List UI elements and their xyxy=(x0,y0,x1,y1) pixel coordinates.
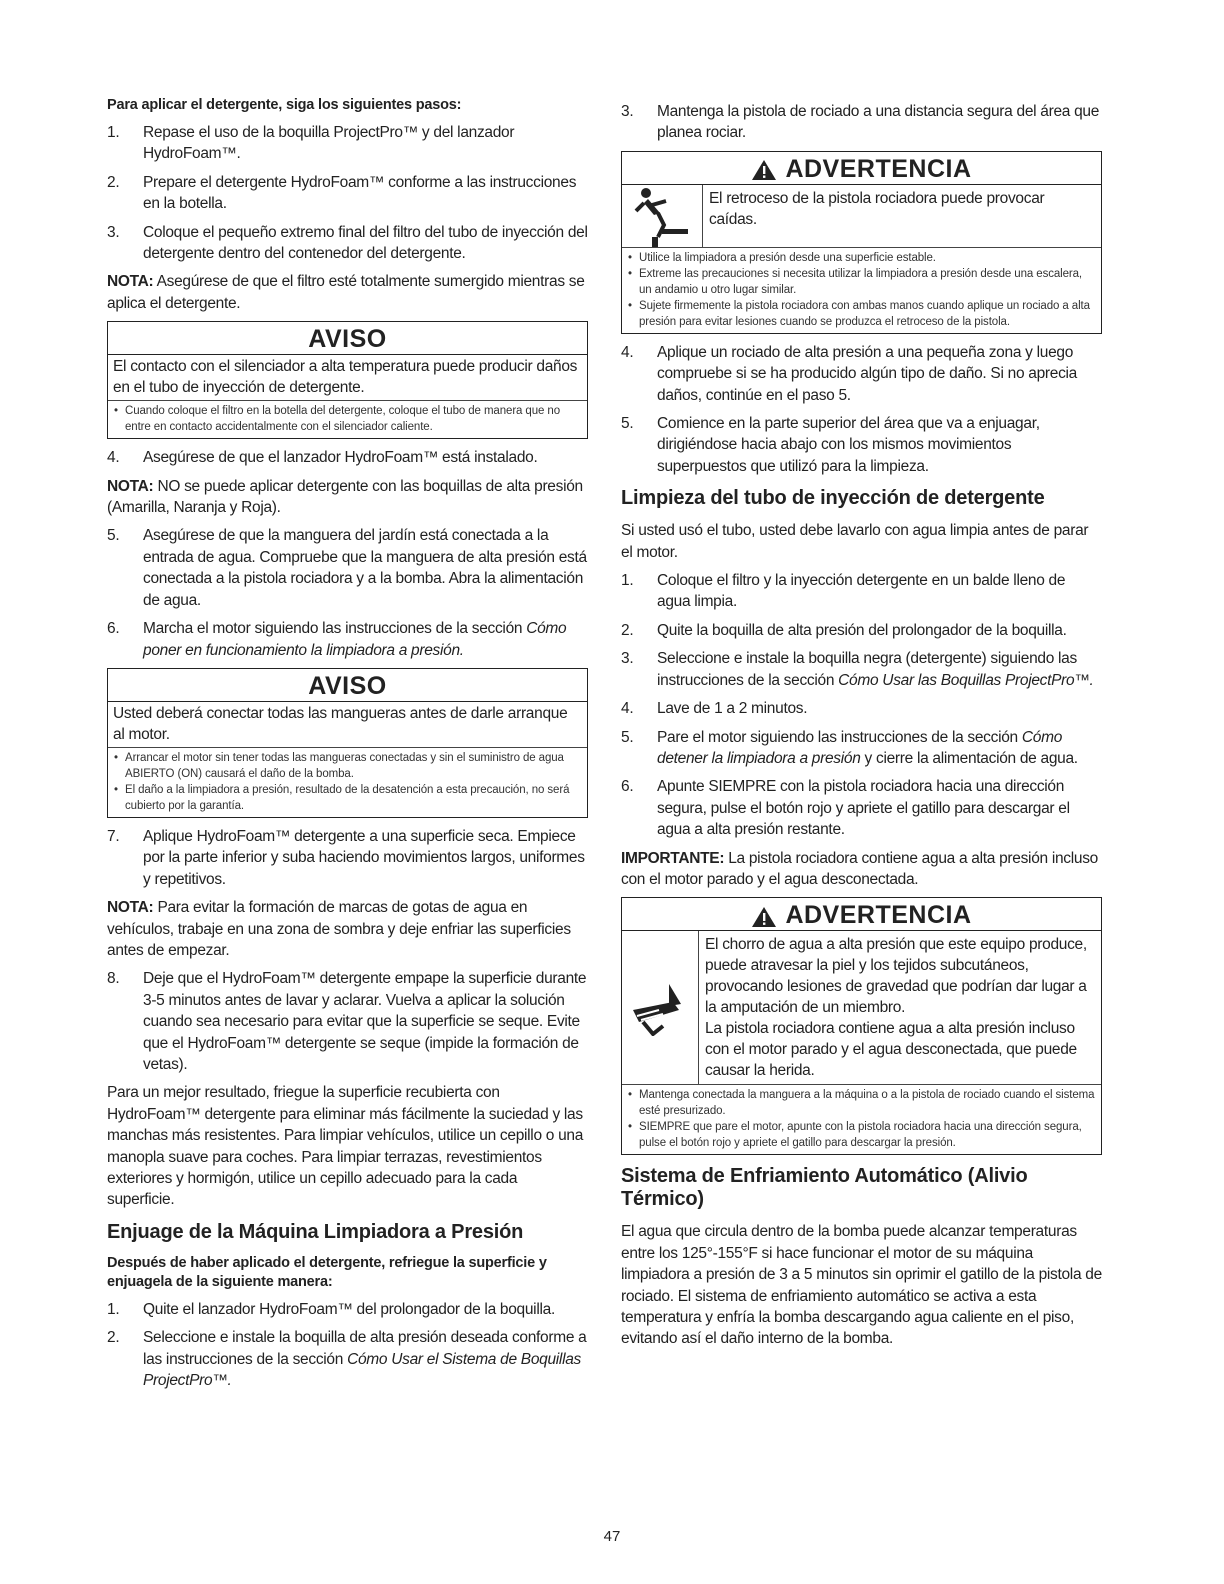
list-item: 2. Quite la boquilla de alta presión del prolongador de la boquilla. xyxy=(621,621,1067,639)
list-item: 4. Lave de 1 a 2 minutos. xyxy=(621,700,808,718)
advertencia-box-injection xyxy=(621,897,1102,1155)
list-item: 3. Mantenga la pistola de rociado a una distancia segura del área que planea rociar. xyxy=(621,103,1100,142)
list-item: 2. Seleccione e instale la boquilla de alta presión deseada conforme a las instrucciones de la sección Cómo Usar el Sistema de Boquillas ProjectPro™. xyxy=(107,1329,587,1390)
list-item: • SIEMPRE que pare el motor, apunte con la pistola rociadora hacia una dirección segura, pulse el botón rojo y apriete el gatillo para descargar la presión. xyxy=(627,1119,1096,1151)
fall-hazard-icon xyxy=(632,185,692,247)
list-item: • Extreme las precauciones si necesita utilizar la limpiadora a presión desde una escalera, un andamio u otro lugar similar. xyxy=(627,266,1096,298)
list-item: 6. Apunte SIEMPRE con la pistola rociadora hacia una dirección segura, pulse el botón rojo y apriete el gatillo para descargar el agua a alta presión restante. xyxy=(621,778,1070,839)
advertencia-box-recoil xyxy=(621,151,1102,334)
list-item: • El daño a la limpiadora a presión, resultado de la desatención a esta precaución, no será cubierto por la garantía. xyxy=(113,782,582,814)
list-item: 4. Aplique un rociado de alta presión a una pequeña zona y luego compruebe si se ha producido algún tipo de daño. Si no aprecia daños, continúe en el paso 5. xyxy=(621,343,1078,404)
clean-tube-intro: Si usted usó el tubo, usted debe lavarlo con agua limpia antes de parar el motor. xyxy=(621,522,1089,561)
list-item: 5. Comience en la parte superior del área que va a enjuagar, dirigiéndose hacia abajo con los mismos movimientos superpuestos que utilizó para la limpieza. xyxy=(621,415,1040,475)
list-item: 5. Pare el motor siguiendo las instrucciones de la sección Cómo detener la limpiadora a presión y cierre la alimentación de agua. xyxy=(621,728,1078,767)
warning-triangle-icon xyxy=(751,906,777,928)
warning-triangle-icon xyxy=(751,159,777,181)
advertencia-bullets xyxy=(622,248,1101,333)
list-item: 6. Marcha el motor siguiendo las instrucciones de la sección Cómo poner en funcionamiento la limpiadora a presión. xyxy=(107,620,567,659)
aviso-title: AVISO xyxy=(108,669,587,702)
best-results-paragraph: Para un mejor resultado, friegue la superficie recubierta con HydroFoam™ detergente para eliminar más fácilmente la suciedad y las manchas más resistentes. Para limpiar vehículos, utilice un cepillo o una manopla suave para coches. Para limpiar terrazas, revestimientos exteriores y hormigón, utilice un cepillo adecuado para la cada superficie. xyxy=(107,1084,584,1209)
list-item: 3. Coloque el pequeño extremo final del filtro del tubo de inyección del detergente dentro del contenedor del detergente. xyxy=(107,223,588,263)
heading-clean-tube: Limpieza del tubo de inyección de detergente xyxy=(621,487,1045,510)
apply-steps-list xyxy=(107,122,588,264)
list-item: • Utilice la limpiadora a presión desde una superficie estable. xyxy=(627,250,1096,266)
aviso-box-muffler xyxy=(107,321,588,439)
list-item: • Cuando coloque el filtro en la botella del detergente, coloque el tubo de manera que no entre en contacto accidentalmente con el silenciador caliente. xyxy=(113,403,582,435)
list-item: • Sujete firmemente la pistola rociadora con ambas manos cuando aplique un rociado a alta presión para evitar lesiones cuando se produzca el retroceso de la pistola. xyxy=(627,298,1096,330)
thermal-relief-paragraph: El agua que circula dentro de la bomba puede alcanzar temperaturas entre los 125°-155°F si hace funcionar el motor de su máquina limpiadora a presión de 3 a 5 minutos sin oprimir el gatillo de la pistola de rociado. El sistema de enfriamiento automático se activa a esta temperatura y enfría la bomba descargando agua caliente en el piso, evitando así el daño interno de la bomba. xyxy=(621,1223,1102,1348)
aviso-body: Usted deberá conectar todas las mangueras antes de darle arranque al motor. xyxy=(108,702,587,748)
rinse-intro: Después de haber aplicado el detergente, refriegue la superficie y enjuagela de la siguiente manera: xyxy=(107,1254,547,1290)
right-column xyxy=(621,101,1102,1357)
list-item: 5. Asegúrese de que la manguera del jardín está conectada a la entrada de agua. Compruebe que la manguera de alta presión está conectada a la pistola rociadora y a la bomba. Abra la alimentación de agua. xyxy=(107,527,587,609)
apply-detergent-title: Para aplicar el detergente, siga los siguientes pasos: xyxy=(107,97,462,113)
aviso-title: AVISO xyxy=(108,322,587,355)
left-column xyxy=(107,96,588,1398)
advertencia-bullets xyxy=(622,1085,1101,1154)
list-item: 7. Aplique HydroFoam™ detergente a una superficie seca. Empiece por la parte inferior y suba haciendo movimientos largos, uniformes y repetitivos. xyxy=(107,827,585,888)
advertencia-title: ADVERTENCIA xyxy=(622,898,1101,931)
advertencia-body-2: La pistola rociadora contiene agua a alta presión incluso con el motor parado y el agua desconectada, que puede causar la herida. xyxy=(705,1020,1077,1080)
aviso-bullets xyxy=(108,748,587,817)
advertencia-title: ADVERTENCIA xyxy=(622,152,1101,185)
list-item: 4. Asegúrese de que el lanzador HydroFoam™ está instalado. xyxy=(107,449,538,467)
page-number: 47 xyxy=(603,1528,621,1545)
list-item: • Mantenga conectada la manguera a la máquina o a la pistola de rociado cuando el sistema esté presurizado. xyxy=(627,1087,1096,1119)
advertencia-body: El chorro de agua a alta presión que este equipo produce, puede atravesar la piel y los tejidos subcutáneos, provocando lesiones de gravedad que podrían dar lugar a la amputación de un miembro. xyxy=(705,936,1087,1017)
list-item: 1. Coloque el filtro y la inyección detergente en un balde lleno de agua limpia. xyxy=(621,572,1066,611)
aviso-bullets xyxy=(108,401,587,438)
injection-hazard-icon xyxy=(629,980,691,1036)
note-water-spots: NOTA: Para evitar la formación de marcas de gotas de agua en vehículos, trabaje en una zona de sombra y deje enfriar las superficies antes de empezar. xyxy=(107,899,571,959)
list-item: 3. Seleccione e instale la boquilla negra (detergente) siguiendo las instrucciones de la sección Cómo Usar las Boquillas ProjectPro™. xyxy=(621,650,1094,689)
aviso-body: El contacto con el silenciador a alta temperatura puede producir daños en el tubo de inyección de detergente. xyxy=(108,355,587,401)
note-filter: NOTA: Asegúrese de que el filtro esté totalmente sumergido mientras se aplica el detergente. xyxy=(107,273,585,312)
note-nozzles: NOTA: NO se puede aplicar detergente con las boquillas de alta presión (Amarilla, Naranja y Roja). xyxy=(107,477,583,517)
list-item: 2. Prepare el detergente HydroFoam™ conforme a las instrucciones en la botella. xyxy=(107,173,577,213)
advertencia-body: El retroceso de la pistola rociadora puede provocar caídas. xyxy=(709,189,1045,228)
heading-thermal-relief: Sistema de Enfriamiento Automático (Alivio Térmico) xyxy=(621,1165,1028,1211)
list-item: • Arrancar el motor sin tener todas las mangueras conectadas y sin el suministro de agua ABIERTO (ON) causará el daño de la bomba. xyxy=(113,750,582,782)
aviso-box-hoses xyxy=(107,668,588,818)
list-item: 8. Deje que el HydroFoam™ detergente empape la superficie durante 3-5 minutos antes de lavar y aclarar. Vuelva a aplicar la solución cuando sea necesario para evitar que la superficie se seque. Evite que el HydroFoam™ detergente se seque (impide la formación de vetas). xyxy=(107,970,587,1073)
heading-rinse: Enjuage de la Máquina Limpiadora a Presión xyxy=(107,1220,524,1243)
list-item: 1. Quite el lanzador HydroFoam™ del prolongador de la boquilla. xyxy=(107,1300,555,1318)
important-note: IMPORTANTE: La pistola rociadora contiene agua a alta presión incluso con el motor parado y el agua desconectada. xyxy=(621,849,1098,888)
list-item: 1. Repase el uso de la boquilla ProjectPro™ y del lanzador HydroFoam™. xyxy=(107,124,515,163)
